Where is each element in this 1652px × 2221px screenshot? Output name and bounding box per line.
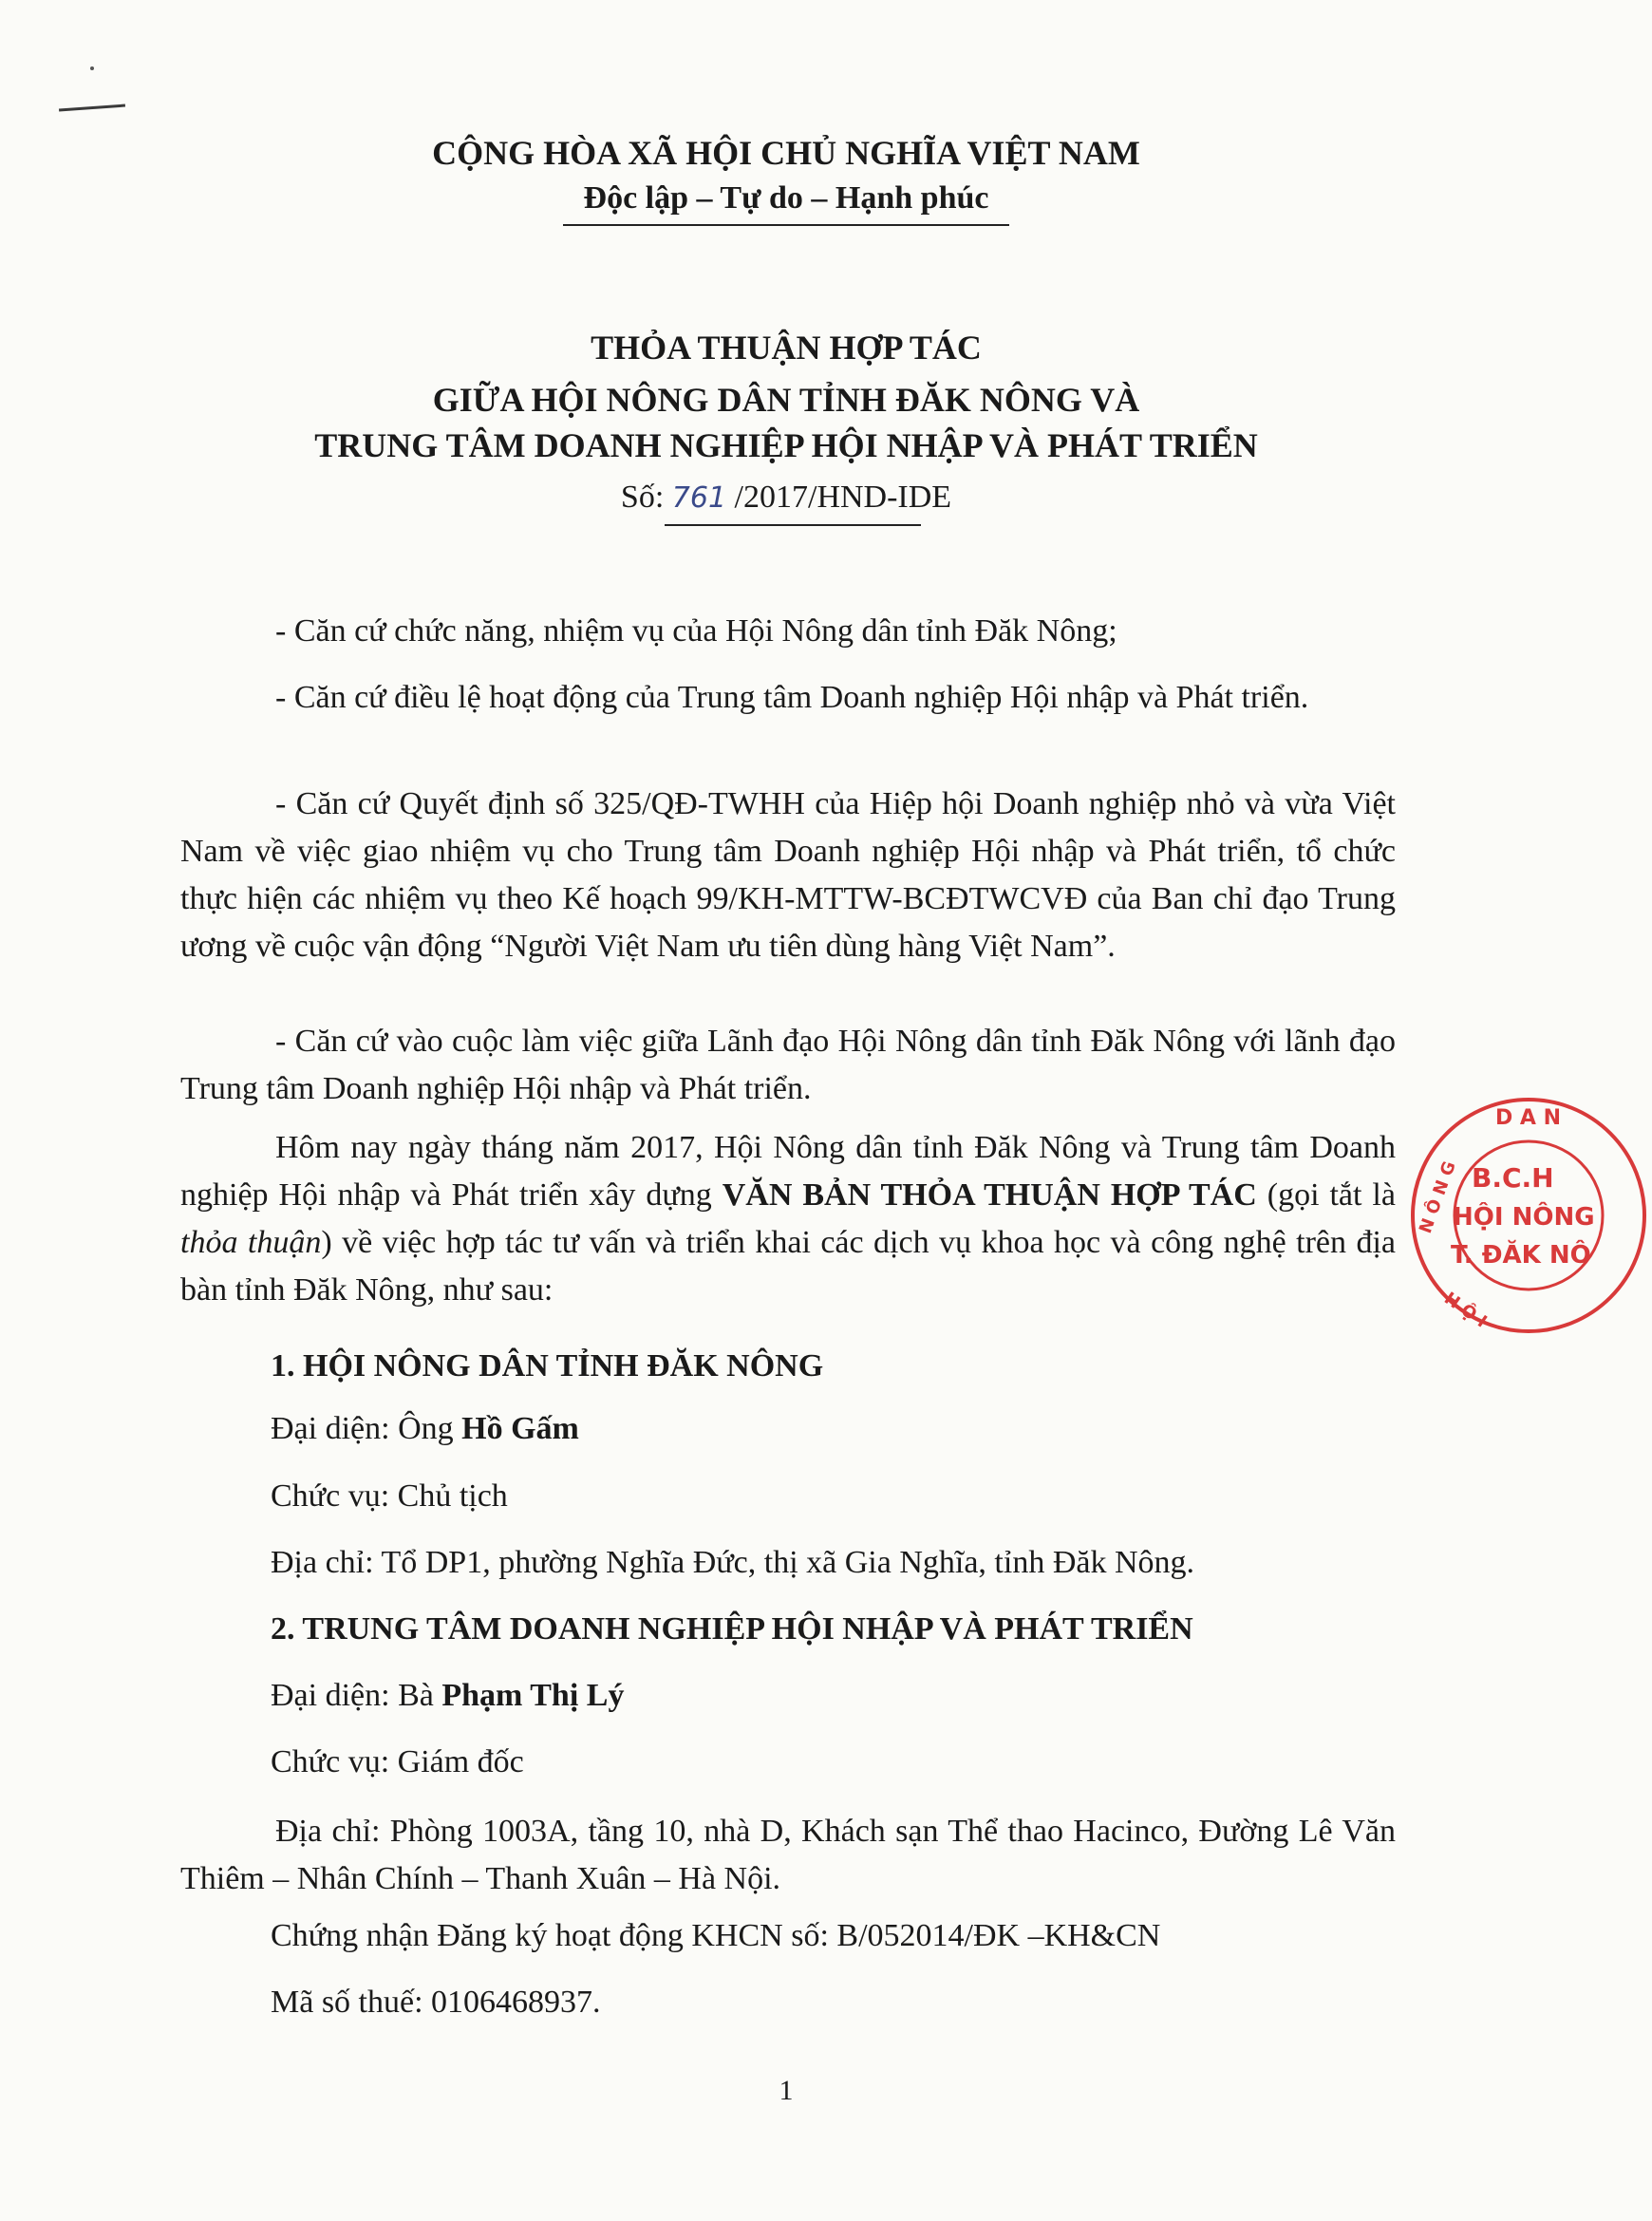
document-title-line-3: TRUNG TÂM DOANH NGHIỆP HỘI NHẬP VÀ PHÁT TRIỂN (314, 426, 1258, 464)
motto-underline (563, 224, 1009, 226)
basis-2: - Căn cứ điều lệ hoạt động của Trung tâm Doanh nghiệp Hội nhập và Phát triển. (275, 680, 1309, 715)
stamp-line-3: T. ĐĂK NÔ (1451, 1241, 1591, 1270)
number-prefix: Số: (620, 480, 672, 515)
rep-name: Phạm Thị Lý (441, 1678, 625, 1713)
number-suffix: /2017/HND-IDE (726, 480, 952, 515)
intro-italic: thỏa thuận (180, 1225, 322, 1260)
page-number: 1 (779, 2075, 794, 2106)
document-number (0, 480, 1572, 516)
basis-3: - Căn cứ Quyết định số 325/QĐ-TWHH của Hiệp hội Doanh nghiệp nhỏ và vừa Việt Nam về việc giao nhiệm vụ cho Trung tâm Doanh nghiệp Hội nhập và Phát triển, tổ chức thực hiện các nhiệm vụ theo Kế hoạch 99/KH-MTTW-BCĐTWCVĐ của Ban chỉ đạo Trung ương về cuộc vận động “Người Việt Nam ưu tiên dùng hàng Việt Nam”. (180, 786, 1396, 964)
stamp-left-text: N Ô N G (1415, 1158, 1460, 1236)
party-1-address: Địa chỉ: Tổ DP1, phường Nghĩa Đức, thị xã Gia Nghĩa, tỉnh Đăk Nông. (271, 1545, 1195, 1580)
intro-text-2: (gọi tắt là (1256, 1177, 1396, 1213)
pen-mark (59, 104, 125, 112)
basis-1: - Căn cứ chức năng, nhiệm vụ của Hội Nông dân tỉnh Đăk Nông; (275, 613, 1117, 649)
intro-text-1: Hôm nay ngày tháng năm 2017, Hội Nông dân tỉnh Đăk Nông và Trung tâm Doanh nghiệp Hội nhập và Phát triển xây dựng (180, 1130, 1396, 1213)
party-2-position: Chức vụ: Giám đốc (271, 1744, 524, 1779)
stamp-top-text: D A N (1495, 1106, 1562, 1130)
scan-speck (90, 66, 94, 70)
handwritten-number: 761 (671, 481, 727, 515)
party-2-tax-code: Mã số thuế: 0106468937. (271, 1985, 601, 2020)
national-title: CỘNG HÒA XÃ HỘI CHỦ NGHĨA VIỆT NAM (432, 134, 1140, 172)
number-underline (665, 524, 921, 526)
national-motto: Độc lập – Tự do – Hạnh phúc (583, 180, 989, 216)
intro-bold-title: VĂN BẢN THỎA THUẬN HỢP TÁC (722, 1177, 1257, 1213)
party-1-position: Chức vụ: Chủ tịch (271, 1478, 508, 1514)
stamp-bottom-text: H Ộ I (1440, 1288, 1491, 1332)
rep-label: Đại diện: Bà (271, 1678, 442, 1713)
red-seal-stamp (1405, 1092, 1652, 1339)
intro-paragraph (180, 1124, 1396, 1314)
party-2-address: Địa chỉ: Phòng 1003A, tầng 10, nhà D, Khách sạn Thể thao Hacinco, Đường Lê Văn Thiêm – Nhân Chính – Thanh Xuân – Hà Nội. (180, 1814, 1396, 1896)
party-2-representative (271, 1678, 624, 1714)
document-title-line-1: THỎA THUẬN HỢP TÁC (591, 329, 982, 367)
party-1-representative (271, 1411, 579, 1447)
basis-4: - Căn cứ vào cuộc làm việc giữa Lãnh đạo Hội Nông dân tỉnh Đăk Nông với lãnh đạo Trung tâm Doanh nghiệp Hội nhập và Phát triển. (180, 1024, 1396, 1106)
document-title-line-2: GIỮA HỘI NÔNG DÂN TỈNH ĐĂK NÔNG VÀ (432, 381, 1140, 419)
party-2-heading: 2. TRUNG TÂM DOANH NGHIỆP HỘI NHẬP VÀ PHÁT TRIỂN (271, 1611, 1193, 1647)
stamp-line-1: B.C.H (1472, 1162, 1554, 1194)
intro-text-3: ) về việc hợp tác tư vấn và triển khai các dịch vụ khoa học và công nghệ trên địa bàn tỉnh Đăk Nông, như sau: (180, 1225, 1396, 1308)
party-2-certificate: Chứng nhận Đăng ký hoạt động KHCN số: B/052014/ĐK –KH&CN (271, 1918, 1161, 1953)
rep-name: Hồ Gấm (461, 1411, 579, 1446)
party-1-heading: 1. HỘI NÔNG DÂN TỈNH ĐĂK NÔNG (271, 1348, 824, 1383)
rep-label: Đại diện: Ông (271, 1411, 462, 1446)
stamp-line-2: HỘI NÔNG (1453, 1203, 1595, 1232)
